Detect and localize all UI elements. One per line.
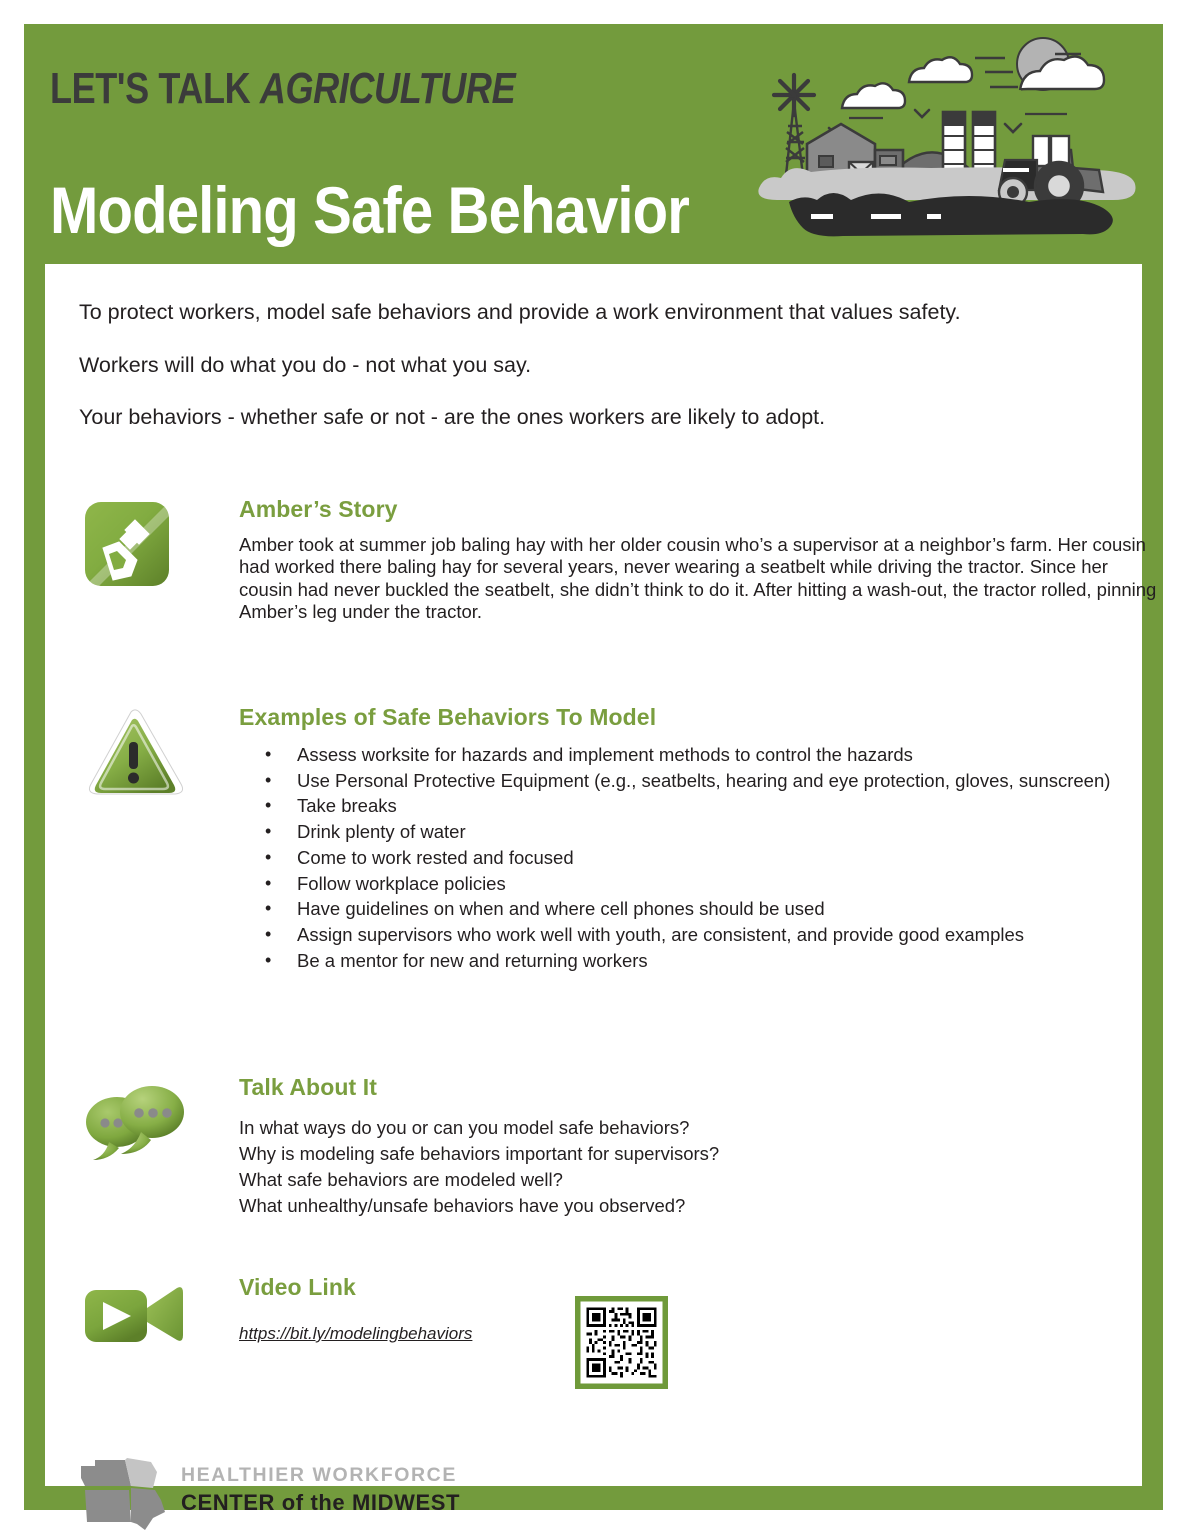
list-item: • Assign supervisors who work well with youth, are consistent, and provide good examples [297,922,1159,948]
midwest-states-logo [79,1456,175,1532]
section-title-examples: Examples of Safe Behaviors To Model [239,704,657,730]
video-url-link[interactable]: https://bit.ly/modelingbehaviors [239,1324,473,1343]
list-item: • Use Personal Protective Equipment (e.g., seatbelts, hearing and eye protection, gloves, sunscreen) [297,768,1159,794]
section-title-story: Amber’s Story [239,496,398,522]
kicker-emphasis-text: AGRICULTURE [259,64,516,113]
list-item: • Assess worksite for hazards and implement methods to control the hazards [297,742,1159,768]
seatbelt-icon [79,496,179,596]
safe-behaviors-list [239,742,1159,973]
warning-triangle-icon [79,704,189,809]
story-text: Amber took at summer job baling hay with her older cousin who’s a supervisor at a neighbor’s farm. Her cousin had worked there baling hay for several years, never wearing a seatbelt while driving the tractor. Since her cousin had never buckled the seatbelt, she didn’t think to do it. After hitting a wash-out, the tractor rolled, pinning Amber’s leg under the tractor. [239,534,1157,623]
qr-code[interactable] [575,1296,668,1389]
header-kicker [50,64,515,114]
examples-body [239,704,1159,973]
list-item: • Follow workplace policies [297,871,1159,897]
footer-line-1: HEALTHIER WORKFORCE [181,1464,457,1486]
question-line: What safe behaviors are modeled well? [239,1168,563,1190]
story-body [239,496,1159,624]
section-title-talk: Talk About It [239,1074,378,1100]
question-line: Why is modeling safe behaviors important for supervisors? [239,1142,720,1164]
list-item: • Take breaks [297,793,1159,819]
intro-paragraph-2: Workers will do what you do - not what you say. [79,352,532,377]
kicker-main-text: LET'S TALK [50,64,260,113]
page-title: Modeling Safe Behavior [50,173,690,247]
list-item: • Have guidelines on when and where cell phones should be used [297,896,1159,922]
talk-questions [239,1115,1159,1219]
page-header [24,24,1163,262]
list-item: • Be a mentor for new and returning workers [297,948,1159,974]
intro-paragraph-3: Your behaviors - whether safe or not - are the ones workers are likely to adopt. [79,405,826,429]
question-line: What unhealthy/unsafe behaviors have you observed? [239,1194,686,1216]
speech-bubbles-icon [79,1082,189,1162]
intro-block [79,302,1119,460]
farm-scene-illustration [737,32,1157,256]
section-title-video: Video Link [239,1274,356,1300]
footer-line-2: CENTER of the MIDWEST [181,1490,461,1515]
video-camera-icon [79,1278,189,1358]
content-card [45,264,1157,1515]
footer-logo-block [79,1456,499,1532]
list-item: • Come to work rested and focused [297,845,1159,871]
list-item: • Drink plenty of water [297,819,1159,845]
talk-body [239,1074,1159,1219]
document-page [24,24,1163,1515]
question-line: In what ways do you or can you model safe behaviors? [239,1117,690,1138]
video-body [239,1274,1159,1344]
intro-paragraph-1: To protect workers, model safe behaviors and provide a work environment that values safety. [79,300,961,324]
